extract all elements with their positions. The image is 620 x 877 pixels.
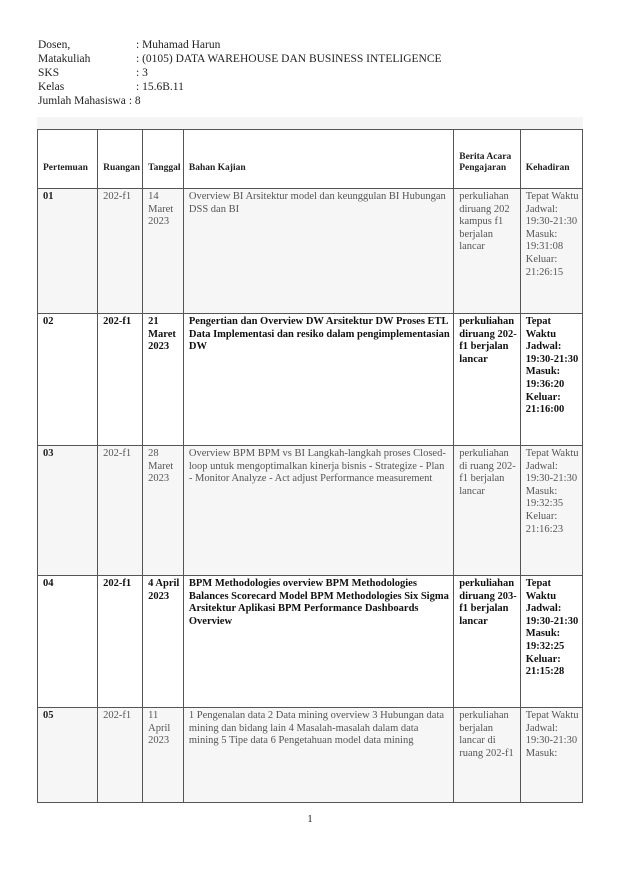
cell-bahan-kajian: Overview BPM BPM vs BI Langkah-langkah proses Closed-loop untuk mengoptimalkan kinerja bisnis - Strategize - Plan - Monitor Analyze - Act adjust Performance measurement [183,446,453,576]
matakuliah-row [38,52,442,66]
cell-tanggal: 14 Maret 2023 [143,189,184,314]
cell-ruangan: 202-f1 [98,446,143,576]
sks-row [38,66,442,80]
cell-berita-acara: perkuliahan di ruang 202-f1 berjalan lancar [454,446,521,576]
cell-kehadiran: Tepat Waktu Jadwal: 19:30-21:30 Masuk: 19:31:08 Keluar: 21:26:15 [520,189,582,314]
cell-bahan-kajian: BPM Methodologies overview BPM Methodologies Balances Scorecard Model BPM Methodologies Six Sigma Arsitektur Aplikasi BPM Performance Dashboards Overview [183,576,453,708]
cell-kehadiran: Tepat Waktu Jadwal: 19:30-21:30 Masuk: [520,708,582,803]
cell-bahan-kajian: Pengertian dan Overview DW Arsitektur DW Proses ETL Data Implementasi dan resiko dalam pengimplementasian DW [183,314,453,446]
cell-kehadiran: Tepat Waktu Jadwal: 19:30-21:30 Masuk: 19:36:20 Keluar: 21:16:00 [520,314,582,446]
col-header-berita-acara: Berita Acara Pengajaran [454,130,521,189]
matakuliah-label: Matakuliah [38,53,91,65]
cell-berita-acara: perkuliahan diruang 202-f1 berjalan lancar [454,314,521,446]
cell-pertemuan: 01 [38,189,98,314]
page-number: 1 [307,813,313,825]
cell-pertemuan: 05 [38,708,98,803]
table-row [38,708,583,803]
cell-tanggal: 28 Maret 2023 [143,446,184,576]
cell-ruangan: 202-f1 [98,314,143,446]
col-header-bahan-kajian: Bahan Kajian [183,130,453,189]
jumlah-row [38,94,442,108]
cell-kehadiran: Tepat Waktu Jadwal: 19:30-21:30 Masuk: 19:32:35 Keluar: 21:16:23 [520,446,582,576]
table-header-row [38,130,583,189]
jumlah-label: Jumlah Mahasiswa [38,95,126,107]
table-top-band [37,117,583,129]
sks-value: : 3 [136,67,148,79]
cell-bahan-kajian: Overview BI Arsitektur model dan keunggulan BI Hubungan DSS dan BI [183,189,453,314]
cell-ruangan: 202-f1 [98,708,143,803]
kelas-row [38,80,442,94]
cell-ruangan: 202-f1 [98,189,143,314]
cell-tanggal: 21 Maret 2023 [143,314,184,446]
table-row [38,314,583,446]
sks-label: SKS [38,67,60,79]
cell-berita-acara: perkuliahan berjalan lancar di ruang 202-f1 [454,708,521,803]
cell-kehadiran: Tepat Waktu Jadwal: 19:30-21:30 Masuk: 19:32:25 Keluar: 21:15:28 [520,576,582,708]
matakuliah-value: : (0105) DATA WAREHOUSE DAN BUSINESS INTELIGENCE [136,53,442,65]
kelas-value: : 15.6B.11 [136,81,184,93]
col-header-ruangan: Ruangan [98,130,143,189]
cell-bahan-kajian: 1 Pengenalan data 2 Data mining overview 3 Hubungan data mining dan bidang lain 4 Masalah-masalah dalam data mining 5 Tipe data 6 Pengetahuan model data mining [183,708,453,803]
cell-tanggal: 4 April 2023 [143,576,184,708]
cell-pertemuan: 03 [38,446,98,576]
dosen-value: : Muhamad Harun [136,39,221,51]
col-header-pertemuan: Pertemuan [38,130,98,189]
cell-tanggal: 11 April 2023 [143,708,184,803]
kelas-label: Kelas [38,81,65,93]
cell-ruangan: 202-f1 [98,576,143,708]
cell-berita-acara: perkuliahan diruang 202 kampus f1 berjalan lancar [454,189,521,314]
table-row [38,446,583,576]
table-row [38,576,583,708]
dosen-row [38,38,442,52]
cell-berita-acara: perkuliahan diruang 203-f1 berjalan lancar [454,576,521,708]
table-row [38,189,583,314]
col-header-kehadiran: Kehadiran [520,130,582,189]
dosen-label: Dosen, [38,39,71,51]
col-header-tanggal: Tanggal [143,130,184,189]
attendance-table [37,129,583,803]
document-header [38,38,442,108]
cell-pertemuan: 02 [38,314,98,446]
jumlah-value: : 8 [128,95,141,107]
cell-pertemuan: 04 [38,576,98,708]
